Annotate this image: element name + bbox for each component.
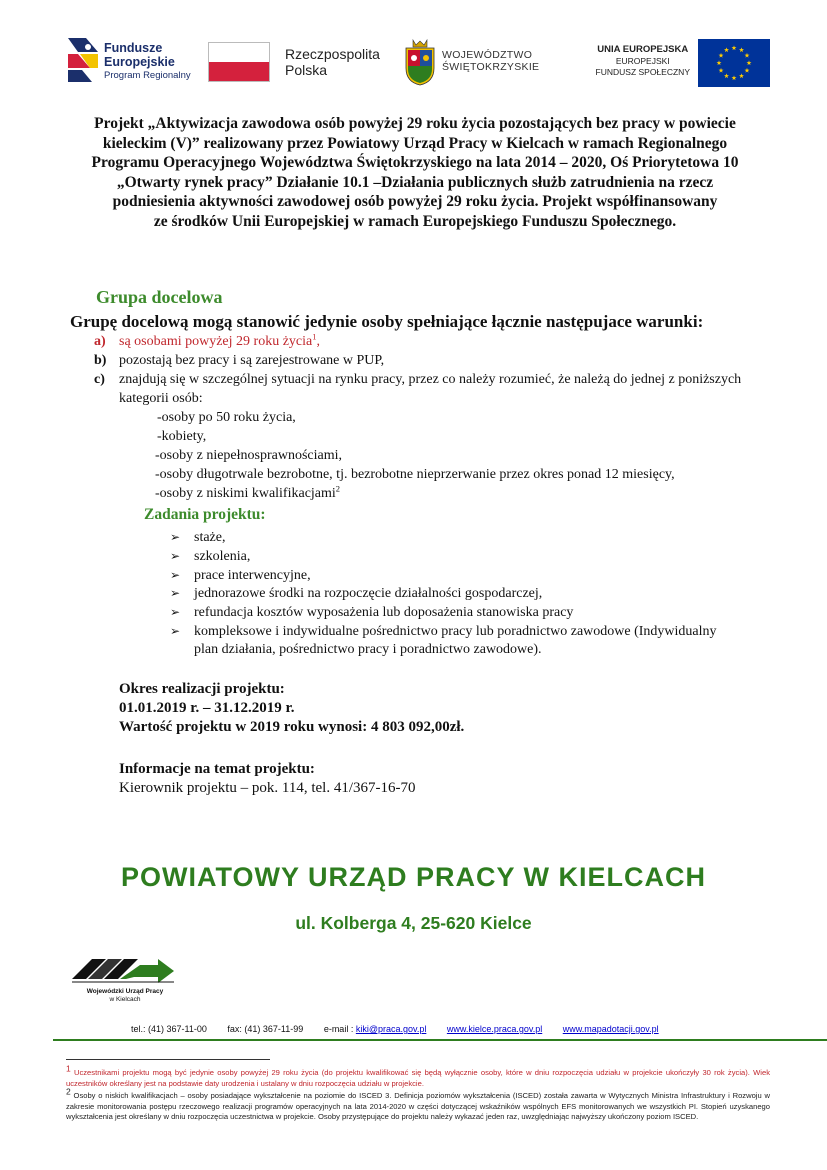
intro-line: podniesienia aktywności zawodowej osób powyżej 29 roku życia. Projekt współfinansowany: [112, 193, 718, 211]
email-link[interactable]: kiki@praca.gov.pl: [355, 1024, 427, 1034]
fe-line2: Europejskie: [104, 55, 175, 69]
contact-line: [131, 1024, 659, 1034]
intro-line: „Otwarty rynek pracy” Działanie 10.1 –Działania publicznych służb zatrudnienia na rzecz: [116, 173, 714, 191]
footnote-divider: [66, 1059, 270, 1060]
ue-line1: UNIA EUROPEJSKA: [597, 44, 689, 55]
task-text: refundacja kosztów wyposażenia lub doposażenia stanowiska pracy: [194, 605, 574, 620]
category-item: -osoby po 50 roku życia,: [157, 410, 296, 425]
project-value: Wartość projektu w 2019 roku wynosi: 4 803 092,00zł.: [119, 719, 465, 735]
arrow-bullet-icon: ➢: [170, 586, 181, 600]
condition-c-cont: kategorii osób:: [119, 391, 203, 406]
arrow-bullet-icon: ➢: [170, 605, 181, 619]
condition-b: [94, 352, 384, 370]
grupa-heading: Grupa docelowa: [96, 287, 223, 307]
logo-bar: [66, 36, 766, 92]
task-item-cont: plan działania, pośrednictwo pracy i poradnictwo zawodowe).: [194, 642, 542, 657]
grupa-lead: Grupę docelową mogą stanowić jedynie osoby spełniające łącznie następujace warunki:: [70, 312, 704, 331]
wup-line2: w Kielcach: [109, 996, 141, 1003]
contact-tel: tel.: (41) 367-11-00: [131, 1024, 207, 1034]
condition-marker: b): [94, 353, 107, 368]
intro-line: ze środków Unii Europejskiej w ramach Europejskiego Funduszu Społecznego.: [153, 212, 677, 230]
task-item: [170, 622, 717, 641]
footnote-1: [66, 1063, 770, 1089]
office-name: POWIATOWY URZĄD PRACY W KIELCACH: [121, 862, 706, 892]
category-item: [155, 485, 340, 503]
category-item: -osoby długotrwale bezrobotne, tj. bezrobotne nieprzerwanie przez okres ponad 12 miesięcy,: [155, 467, 675, 482]
intro-line: Projekt „Aktywizacja zawodowa osób powyżej 29 roku życia pozostających bez pracy w powiecie: [94, 115, 736, 132]
intro-line: Programu Operacyjnego Województwa Świętokrzyskiego na lata 2014 – 2020, Oś Priorytetowa 10: [91, 154, 739, 172]
category-item: -osoby z niepełnosprawnościami,: [155, 448, 343, 463]
wup-logo: [70, 955, 180, 1005]
footnote-text: Osoby o niskich kwalifikacjach – osoby posiadające wykształcenie na poziomie do ISCED 3. Definicja poziomów wykształcenia (ISCED) została zawarta w Wytycznych Ministra Infrastruktury i Rozwoju w zakresie monitorowania postępu rzeczowego realizacji programów operacyjnych na lata 2014-2020 w części dotyczącej wskaźników wspólnych EFS monitorowanych we wszystkich PI. Stopień uzyskanego wykształcenia jest określany w dniu rozpoczęcia uczestnictwa w projekcie. Osoby przystępujące do projektu należy wykazać jeden raz, uwzględniając najwyższy ukończony poziom ISCED.: [66, 1091, 770, 1121]
informacje-text: Kierownik projektu – pok. 114, tel. 41/367-16-70: [119, 780, 416, 796]
wojewodztwo-logo: [402, 36, 572, 92]
condition-marker: a): [94, 334, 106, 349]
fundusze-europejskie-logo: [66, 36, 206, 92]
informacje-label: Informacje na temat projektu:: [119, 761, 315, 777]
condition-text: pozostają bez pracy i są zarejestrowane w PUP,: [119, 353, 385, 368]
condition-c: [94, 371, 741, 389]
fundusze-europejskie-star-icon: [68, 38, 98, 82]
footnote-mark: 1: [66, 1063, 71, 1074]
footnote-ref-2: 2: [335, 483, 341, 494]
task-text: jednorazowe środki na rozpoczęcie działalności gospodarczej,: [194, 586, 543, 601]
condition-marker: c): [94, 372, 105, 387]
task-text: szkolenia,: [194, 549, 251, 564]
ue-line3: FUNDUSZ SPOŁECZNY: [595, 67, 690, 77]
condition-text: są osobami powyżej 29 roku życia: [119, 334, 313, 349]
website-link-kielce[interactable]: www.kielce.praca.gov.pl: [446, 1024, 543, 1034]
intro-line: kieleckim (V)” realizowany przez Powiatowy Urząd Pracy w Kielcach w ramach Regionalnego: [102, 134, 728, 152]
condition-a: a) są osobami powyżej 29 roku życia$^1$,: [94, 331, 320, 349]
sw-line1: WOJEWÓDZTWO: [442, 49, 533, 61]
footnote-2: [66, 1086, 770, 1123]
ue-line2: EUROPEJSKI: [615, 56, 670, 66]
coat-of-arms-icon: [404, 38, 436, 86]
task-text: prace interwencyjne,: [194, 568, 311, 583]
category-text: -osoby z niskimi kwalifikacjami: [155, 486, 336, 501]
wup-line1: Wojewódzki Urząd Pracy: [86, 988, 164, 995]
task-item: [170, 603, 573, 622]
wup-arrows-icon: [70, 955, 176, 985]
polish-flag-icon: [208, 42, 270, 82]
contact-fax: fax: (41) 367-11-99: [227, 1024, 304, 1034]
footnote-text: Uczestnikami projektu mogą być jedynie osoby powyżej 29 roku życia (do projektu kwalifikować się będą wyłącznie osoby, które w dniu rozpoczęcia udziału w projekcie ukończyły 30 rok życia). Wiek uczestników określany jest na podstawie daty urodzenia i ustalany w dniu rozpoczęcia udziału w projekcie.: [66, 1068, 770, 1088]
zadania-heading: Zadania projektu:: [144, 506, 266, 523]
website-link-mapadotacji[interactable]: www.mapadotacji.gov.pl: [562, 1024, 659, 1034]
eu-flag-icon: [698, 39, 770, 87]
project-intro: [58, 114, 772, 232]
okres-label: Okres realizacji projektu:: [119, 681, 285, 697]
task-item: [170, 566, 311, 585]
fe-line3: Program Regionalny: [104, 70, 191, 81]
category-item: -kobiety,: [157, 429, 207, 444]
task-text: kompleksowe i indywidualne pośrednictwo pracy lub poradnictwo zawodowe (Indywidualny: [194, 624, 717, 639]
arrow-bullet-icon: ➢: [170, 530, 181, 544]
pl-line2: Polska: [285, 62, 328, 78]
office-address: ul. Kolberga 4, 25-620 Kielce: [295, 913, 532, 933]
sw-line2: ŚWIĘTOKRZYSKIE: [442, 61, 540, 73]
contact-email-label: e-mail :: [323, 1024, 354, 1034]
footnote-ref-1: 1: [312, 331, 317, 342]
condition-text: znajdują się w szczególnej sytuacji na rynku pracy, przez co należy rozumieć, że należą do jednej z poniższych: [119, 372, 742, 387]
task-item: [170, 584, 542, 603]
task-text: staże,: [194, 530, 226, 545]
task-item: [170, 547, 250, 566]
arrow-bullet-icon: ➢: [170, 549, 181, 563]
footnote-mark: 2: [66, 1086, 71, 1097]
okres-dates: 01.01.2019 r. – 31.12.2019 r.: [119, 700, 295, 716]
pl-line1: Rzeczpospolita: [285, 46, 380, 62]
task-item: [170, 528, 225, 547]
green-divider: [53, 1039, 827, 1041]
unia-europejska-logo: [584, 36, 774, 92]
arrow-bullet-icon: ➢: [170, 624, 181, 638]
arrow-bullet-icon: ➢: [170, 568, 181, 582]
fe-line1: Fundusze: [104, 41, 163, 55]
rzeczpospolita-logo: [206, 36, 396, 92]
